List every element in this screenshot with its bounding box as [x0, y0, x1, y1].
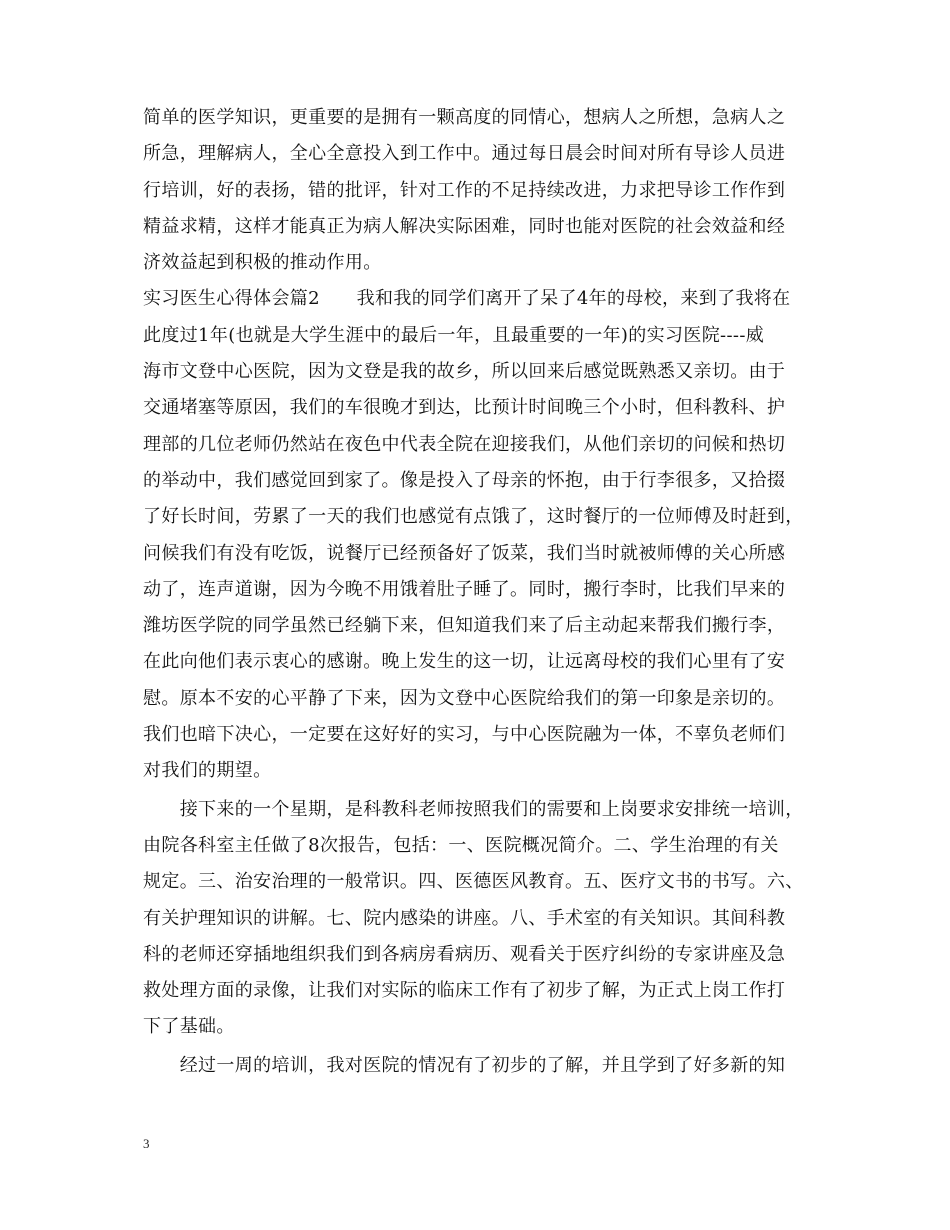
text-line: 问候我们有没有吃饭，说餐厅已经预备好了饭菜，我们当时就被师傅的关心所感 [143, 542, 786, 564]
text-line: 科的老师还穿插地组织我们到各病房看病历、观看关于医疗纠纷的专家讲座及急 [143, 943, 786, 965]
text-line: 潍坊医学院的同学虽然已经躺下来，但知道我们来了后主动起来帮我们搬行李， [143, 615, 786, 637]
paragraph-1 [143, 100, 813, 281]
text-line: 救处理方面的录像，让我们对实际的临床工作有了初步了解，为正式上岗工作打 [143, 980, 786, 1002]
paragraph-4 [143, 1048, 813, 1084]
text-line: 下了基础。 [143, 1016, 235, 1038]
text-line: 精益求精，这样才能真正为病人解决实际困难，同时也能对医院的社会效益和经 [143, 215, 786, 237]
text-line: 我们也暗下决心，一定要在这好好的实习，与中心医院融为一体，不辜负老师们 [143, 724, 786, 746]
text-line: 海市文登中心医院，因为文登是我的故乡，所以回来后感觉既熟悉又亲切。由于 [143, 361, 786, 383]
text-line: 有关护理知识的讲解。七、院内感染的讲座。八、手术室的有关知识。其间科教 [143, 907, 786, 929]
text-line: 的举动中，我们感觉回到家了。像是投入了母亲的怀抱，由于行李很多，又拾掇 [143, 469, 786, 491]
text-line: 所急，理解病人，全心全意投入到工作中。通过每日晨会时间对所有导诊人员进 [143, 143, 786, 165]
text-line: 对我们的期望。 [143, 760, 272, 782]
text-line: 理部的几位老师仍然站在夜色中代表全院在迎接我们，从他们亲切的问候和热切 [143, 433, 786, 455]
text-line: 在此向他们表示衷心的感谢。晚上发生的这一切，让远离母校的我们心里有了安 [143, 651, 786, 673]
text-line: 规定。三、治安治理的一般常识。四、医德医风教育。五、医疗文书的书写。六、 [143, 871, 804, 893]
paragraph-3 [143, 792, 813, 1046]
text-line: 了好长时间，劳累了一天的我们也感觉有点饿了，这时餐厅的一位师傅及时赶到， [143, 506, 804, 528]
text-line: 接下来的一个星期，是科教科老师按照我们的需要和上岗要求安排统一培训， [143, 798, 804, 820]
text-line: 交通堵塞等原因，我们的车很晚才到达，比预计时间晚三个小时，但科教科、护 [143, 397, 786, 419]
text-line: 行培训，好的表扬，错的批评，针对工作的不足持续改进，力求把导诊工作作到 [143, 179, 786, 201]
text-line: 此度过1年(也就是大学生涯中的最后一年，且最重要的一年)的实习医院----威 [143, 324, 765, 346]
text-line: 简单的医学知识，更重要的是拥有一颗高度的同情心，想病人之所想，急病人之 [143, 107, 786, 128]
document-page [143, 100, 813, 1084]
text-line: 慰。原本不安的心平静了下来，因为文登中心医院给我们的第一印象是亲切的。 [143, 687, 786, 709]
text-line: 实习医生心得体会篇2 我和我的同学们离开了呆了4年的母校，来到了我将在 [143, 288, 791, 310]
text-line: 由院各科室主任做了8次报告，包括：一、医院概况简介。二、学生治理的有关 [143, 834, 779, 856]
text-line: 济效益起到积极的推动作用。 [143, 252, 382, 274]
text-line: 动了，连声道谢，因为今晚不用饿着肚子睡了。同时，搬行李时，比我们早来的 [143, 578, 786, 600]
paragraph-2 [143, 281, 813, 789]
page-number: 3 [143, 1136, 150, 1151]
text-line: 经过一周的培训，我对医院的情况有了初步的了解，并且学到了好多新的知 [143, 1054, 786, 1076]
